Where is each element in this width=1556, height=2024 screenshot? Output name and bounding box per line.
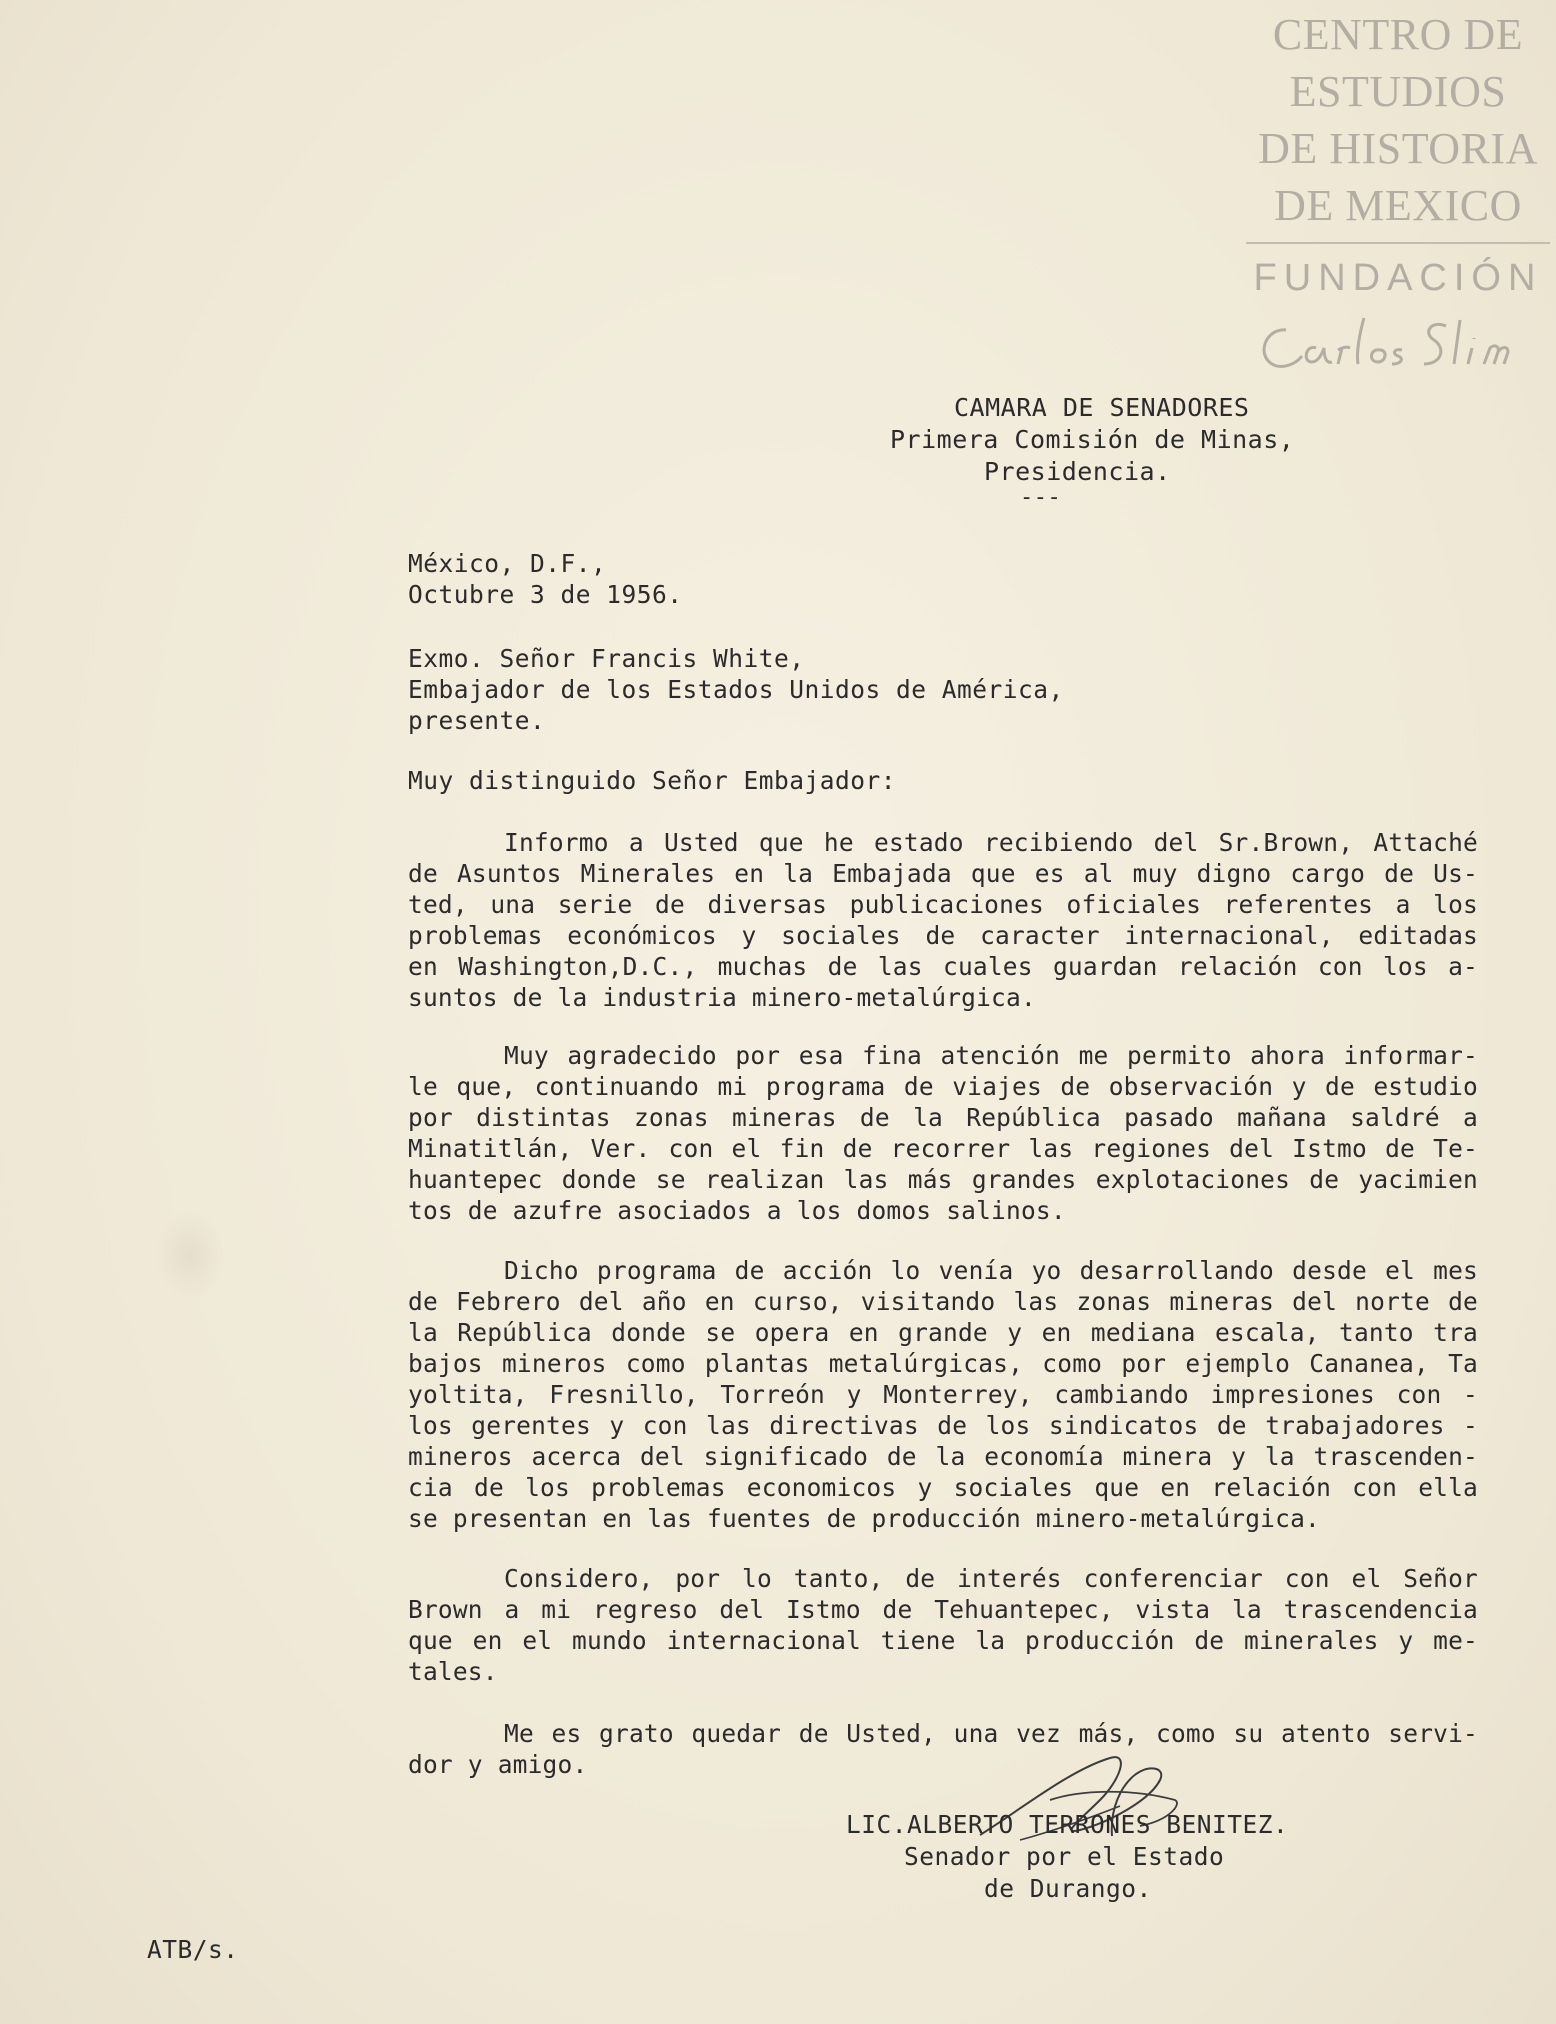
- paragraph-line: huantepec donde se realizan las más grandes explotaciones de yacimien: [408, 1165, 1478, 1194]
- paragraph-line: Considero, por lo tanto, de interés conferenciar con el Señor: [504, 1564, 1478, 1593]
- watermark-line: DE MEXICO: [1274, 181, 1522, 230]
- watermark-divider: [1246, 242, 1550, 244]
- letterhead-chamber: CAMARA DE SENADORES: [954, 393, 1250, 422]
- recipient-name: Exmo. Señor Francis White,: [408, 644, 805, 673]
- paragraph-line: tos de azufre asociados a los domos salinos.: [408, 1196, 1066, 1225]
- reference-initials: ATB/s.: [147, 1935, 239, 1964]
- letterhead-commission: Primera Comisión de Minas,: [890, 425, 1295, 454]
- body-paragraph: [408, 827, 1478, 1013]
- paragraph-line: de Febrero del año en curso, visitando las zonas mineras del norte de: [408, 1287, 1478, 1316]
- paragraph-line: Minatitlán, Ver. con el fin de recorrer las regiones del Istmo de Te-: [408, 1134, 1478, 1163]
- paragraph-line: dor y amigo.: [408, 1750, 588, 1779]
- paragraph-line: yoltita, Fresnillo, Torreón y Monterrey, cambiando impresiones con -: [408, 1380, 1478, 1409]
- paragraph-line: mineros acerca del significado de la economía minera y la trascenden-: [408, 1442, 1478, 1471]
- recipient-title: Embajador de los Estados Unidos de América,: [408, 675, 1064, 704]
- watermark-signature-logo: [1246, 308, 1550, 380]
- archive-watermark: [1246, 6, 1550, 380]
- paragraph-line: en Washington,D.C., muchas de las cuales guardan relación con los a-: [408, 952, 1478, 981]
- recipient-presente: presente.: [408, 706, 546, 735]
- paper-smudge: [155, 1210, 225, 1300]
- paragraph-line: Brown a mi regreso del Istmo de Tehuantepec, vista la trascendencia: [408, 1595, 1478, 1624]
- date-line: Octubre 3 de 1956.: [408, 580, 683, 609]
- closing-paragraph: [408, 1718, 1478, 1780]
- paragraph-line: Informo a Usted que he estado recibiendo del Sr.Brown, Attaché: [504, 828, 1478, 857]
- signatory-name: LIC.ALBERTO TERRONES BENITEZ.: [846, 1810, 1289, 1839]
- signatory-state: de Durango.: [984, 1874, 1152, 1903]
- paragraph-line: la República donde se opera en grande y en mediana escala, tanto tra: [408, 1318, 1478, 1347]
- watermark-line: DE HISTORIA: [1258, 124, 1538, 173]
- watermark-foundation: FUNDACIÓN: [1253, 257, 1543, 299]
- paragraph-line: ted, una serie de diversas publicaciones oficiales referentes a los: [408, 890, 1478, 919]
- paragraph-line: problemas económicos y sociales de caracter internacional, editadas: [408, 921, 1478, 950]
- paragraph-line: Me es grato quedar de Usted, una vez más, como su atento servi-: [504, 1719, 1478, 1748]
- salutation: Muy distinguido Señor Embajador:: [408, 766, 897, 795]
- watermark-line: ESTUDIOS: [1289, 67, 1507, 116]
- letterhead-presidency: Presidencia.: [984, 457, 1171, 486]
- paragraph-line: bajos mineros como plantas metalúrgicas, como por ejemplo Cananea, Ta: [408, 1349, 1478, 1378]
- paragraph-line: le que, continuando mi programa de viajes de observación y de estudio: [408, 1072, 1478, 1101]
- paragraph-line: por distintas zonas mineras de la República pasado mañana saldré a: [408, 1103, 1478, 1132]
- paragraph-line: suntos de la industria minero-metalúrgica.: [408, 983, 1036, 1012]
- body-paragraph: [408, 1040, 1478, 1226]
- body-paragraph: [408, 1255, 1478, 1534]
- body-paragraph: [408, 1563, 1478, 1687]
- paragraph-line: que en el mundo internacional tiene la producción de minerales y me-: [408, 1626, 1478, 1655]
- watermark-line: CENTRO DE: [1272, 10, 1524, 59]
- paragraph-line: cia de los problemas economicos y sociales que en relación con ella: [408, 1473, 1478, 1502]
- signatory-title: Senador por el Estado: [904, 1842, 1225, 1871]
- paragraph-line: los gerentes y con las directivas de los sindicatos de trabajadores -: [408, 1411, 1478, 1440]
- paragraph-line: tales.: [408, 1657, 498, 1686]
- paragraph-line: de Asuntos Minerales en la Embajada que es al muy digno cargo de Us-: [408, 859, 1478, 888]
- paragraph-line: se presentan en las fuentes de producción minero-metalúrgica.: [408, 1504, 1320, 1533]
- paragraph-line: Muy agradecido por esa fina atención me permito ahora informar-: [504, 1041, 1478, 1070]
- letterhead-divider: ---: [1020, 485, 1062, 510]
- paragraph-line: Dicho programa de acción lo venía yo desarrollando desde el mes: [504, 1256, 1478, 1285]
- date-place: México, D.F.,: [408, 549, 607, 578]
